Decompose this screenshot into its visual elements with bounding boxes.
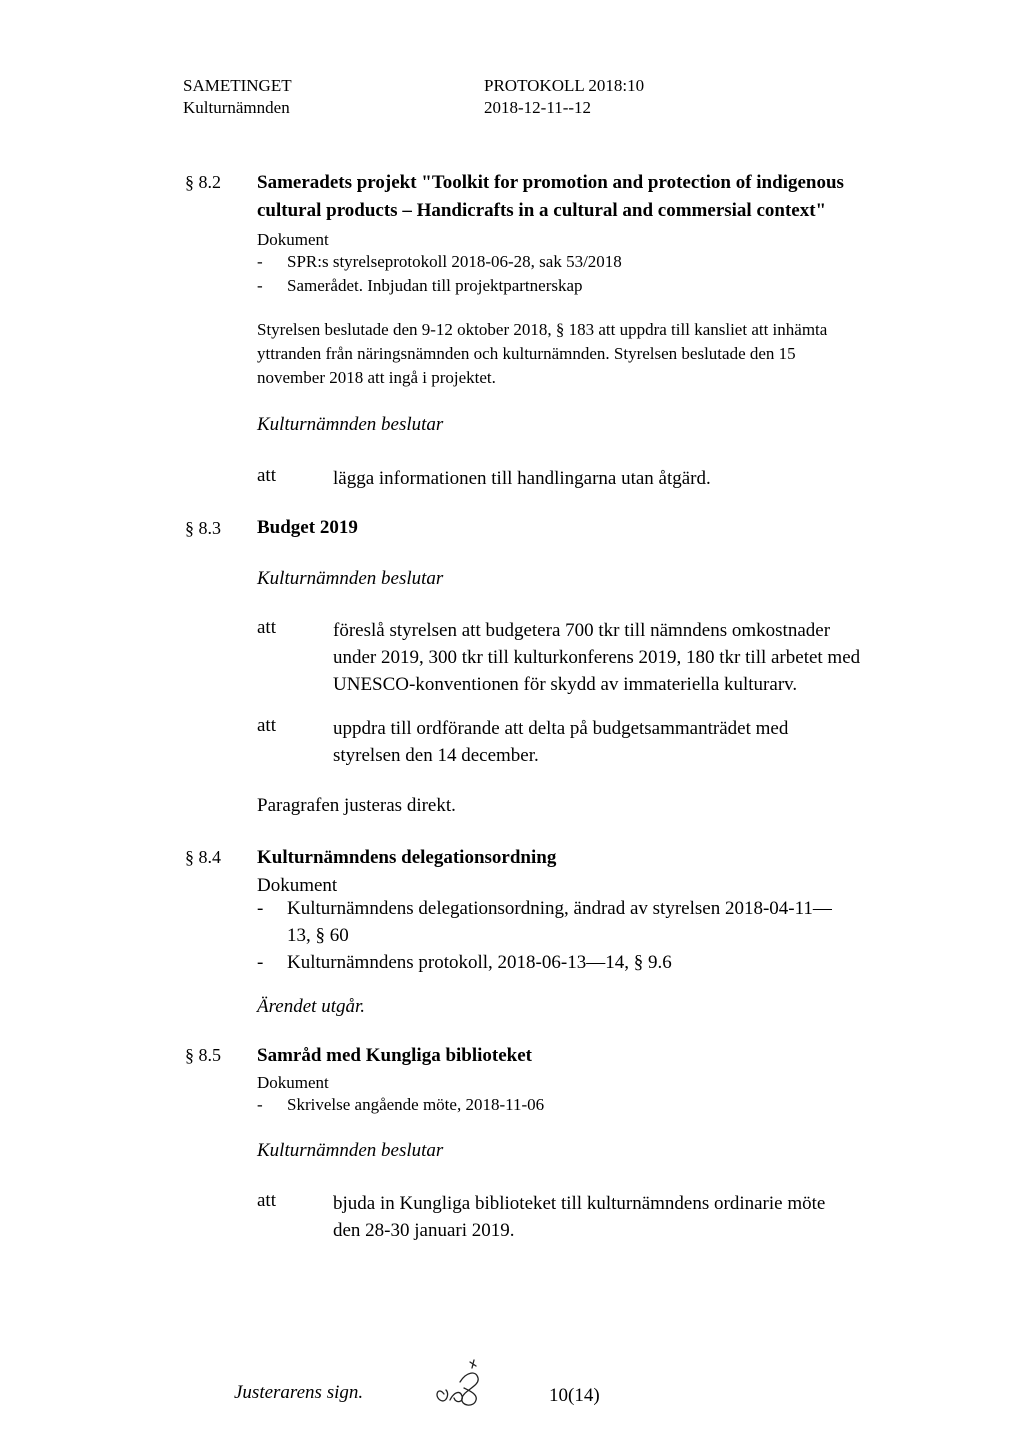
documents-label-8-4: Dokument: [257, 875, 338, 896]
section-number-8-4: § 8.4: [185, 847, 221, 867]
section-number-8-5: § 8.5: [185, 1045, 221, 1065]
list-item: - Skrivelse angående möte, 2018-11-06: [257, 1095, 545, 1114]
decision-label-8-5: Kulturnämnden beslutar: [257, 1140, 444, 1161]
att-label: att: [257, 715, 276, 736]
list-item: - SPR:s styrelseprotokoll 2018-06-28, sak 53/2018: [257, 252, 622, 271]
documents-label-8-5: Dokument: [257, 1073, 329, 1092]
documents-list-8-5: [257, 1094, 544, 1116]
decision-text: lägga informationen till handlingarna utan åtgärd.: [333, 468, 711, 489]
section-number-8-3: § 8.3: [185, 518, 221, 538]
decision-label-8-3: Kulturnämnden beslutar: [257, 568, 444, 589]
header-date: 2018-12-11--12: [484, 98, 592, 117]
documents-list-8-2: [257, 251, 622, 297]
documents-list-8-4: [257, 895, 832, 976]
decision-8-2: [257, 465, 711, 492]
note-8-3: Paragrafen justeras direkt.: [257, 795, 456, 816]
section-number-8-2: § 8.2: [185, 172, 221, 192]
paragraph-8-2-line1: Styrelsen beslutade den 9-12 oktober 2018, § 183 att uppdra till kansliet att inhämta: [257, 320, 828, 339]
section-title-8-4: Kulturnämndens delegationsordning: [257, 847, 557, 868]
decision-8-3-2: [257, 715, 788, 769]
decision-8-5: [257, 1190, 825, 1244]
section-title-8-2-line2: cultural products – Handicrafts in a cultural and commersial context": [257, 200, 827, 221]
header-unit: Kulturnämnden: [183, 98, 290, 117]
section-title-8-3: Budget 2019: [257, 517, 358, 538]
section-title-8-2-line1: Sameradets projekt "Toolkit for promotion and protection of indigenous: [257, 172, 844, 193]
header-doc-type: PROTOKOLL 2018:10: [484, 76, 645, 95]
note-8-4: Ärendet utgår.: [257, 996, 366, 1017]
section-title-8-5: Samråd med Kungliga biblioteket: [257, 1045, 532, 1066]
handwritten-initials-signature: [420, 1352, 510, 1412]
decision-text: föreslå styrelsen att budgetera 700 tkr till nämndens omkostnader under 2019, 300 tkr till kulturkonferens 2019, 180 tkr till arbetet med UNESCO-konventionen för skydd av immateriella kulturarv.: [333, 620, 861, 695]
att-label: att: [257, 465, 276, 486]
att-label: att: [257, 617, 276, 638]
list-item: - Kulturnämndens delegationsordning, ändrad av styrelsen 2018-04-11— 13, § 60: [257, 898, 832, 946]
header-org: SAMETINGET: [183, 76, 292, 95]
att-label: att: [257, 1190, 276, 1211]
decision-text: uppdra till ordförande att delta på budgetsammanträdet med styrelsen den 14 december.: [333, 718, 789, 766]
decision-text: bjuda in Kungliga biblioteket till kulturnämndens ordinarie möte den 28-30 januari 2019.: [333, 1193, 826, 1241]
decision-label-8-2: Kulturnämnden beslutar: [257, 414, 444, 435]
page-number: 10(14): [549, 1385, 600, 1406]
paragraph-8-2-line2: yttranden från näringsnämnden och kulturnämnden. Styrelsen beslutade den 15: [257, 344, 796, 363]
paragraph-8-2-line3: november 2018 att ingå i projektet.: [257, 368, 496, 387]
signature-label: Justerarens sign.: [234, 1382, 364, 1403]
decision-8-3-1: [257, 617, 860, 698]
list-item: - Samerådet. Inbjudan till projektpartnerskap: [257, 276, 583, 295]
documents-label-8-2: Dokument: [257, 230, 329, 249]
list-item: - Kulturnämndens protokoll, 2018-06-13—14, § 9.6: [257, 952, 672, 973]
